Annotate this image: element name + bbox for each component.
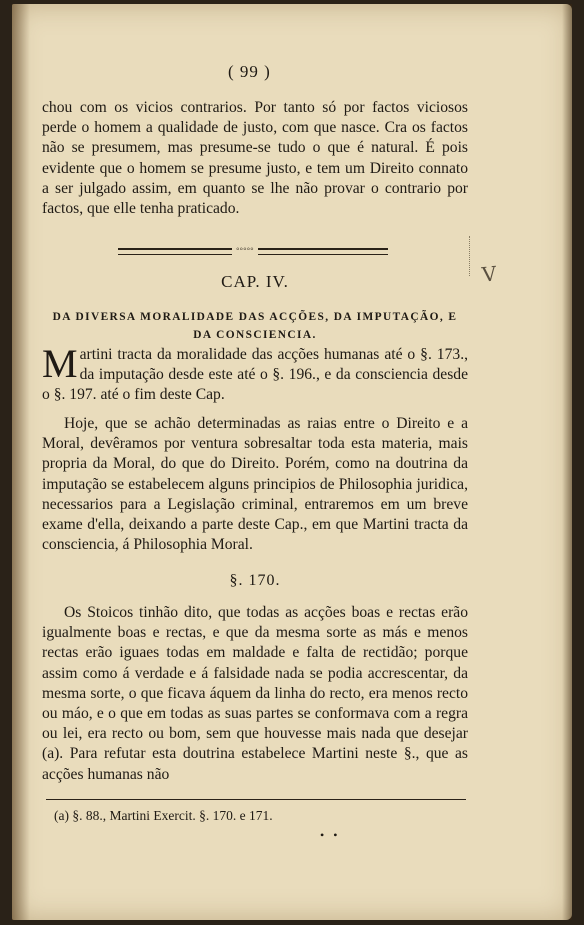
page-number: ( 99 ) xyxy=(228,62,271,81)
chapter-subtitle: DA DIVERSA MORALIDADE DAS ACÇÕES, DA IMPUTAÇÃO, E DA CONSCIENCIA. xyxy=(52,311,458,341)
drop-cap-initial: M xyxy=(42,341,78,386)
margin-pencil-marks xyxy=(469,236,480,276)
paragraph-martini-intro-text: artini tracta da moralidade das acções humanas até o §. 173., da imputação desde este até o §. 196., e da consciencia desde o §. 197. até o fim deste Cap. xyxy=(42,346,468,404)
margin-handwritten-note: V xyxy=(480,261,498,287)
page-gutter-shadow xyxy=(12,4,30,920)
paragraph-continued: chou com os vicios contrarios. Por tanto só por factos viciosos perde o homem a qualidade de justo, com que nasce. Cra os factos não se presumem, mas presume-se tudo o que é natural. É pois evidente que o homem se presume justo, e tem um Direito connato a ser julgado assim, em quanto se lhe não provar o contrario por factos, que elle tenha praticado. xyxy=(42,99,468,218)
paragraph-stoicos: Os Stoicos tinhão dito, que todas as acções boas e rectas erão igualmente boas e rectas, e que da mesma sorte as más e menos rectas erão iguaes todas em maldade e falta de rectidão; porque assim como á verdade e á falsidade nada se podia accrescentar, da mesma sorte, o que ficava áquem da linha do recto, era menos recto ou máo, e o que em todas as suas partes se conformava com a regra ou lei, era recto ou bom, sem que houvesse mais nada que desejar (a). Para refutar esta doutrina estabelece Martini neste §., que as acções humanas não xyxy=(42,604,468,783)
page-edge-shadow xyxy=(562,4,572,920)
footnote-rule xyxy=(46,799,466,800)
chapter-title: CAP. IV. xyxy=(221,272,289,291)
section-heading: §. 170. xyxy=(229,572,281,589)
signature-mark: • • xyxy=(320,828,341,842)
paragraph-hoje: Hoje, que se achão determinadas as raias entre o Direito e a Moral, devêramos por ventura sobresaltar toda esta materia, mais propria da Moral, do que do Direito. Porém, como na doutrina da imputação se estabelecem alguns principios de Philosophia juridica, necessarios para a Legislação criminal, entraremos em um breve exame d'ella, deixando a parte deste Cap., em que Martini tracta da consciencia, á Philosophia Moral. xyxy=(42,415,468,554)
footnote: (a) §. 88., Martini Exercit. §. 170. e 171. xyxy=(54,808,273,823)
book-page xyxy=(12,4,572,920)
paragraph-martini-intro xyxy=(42,341,468,406)
divider-ornament: ◦◦◦◦◦ xyxy=(232,245,258,255)
